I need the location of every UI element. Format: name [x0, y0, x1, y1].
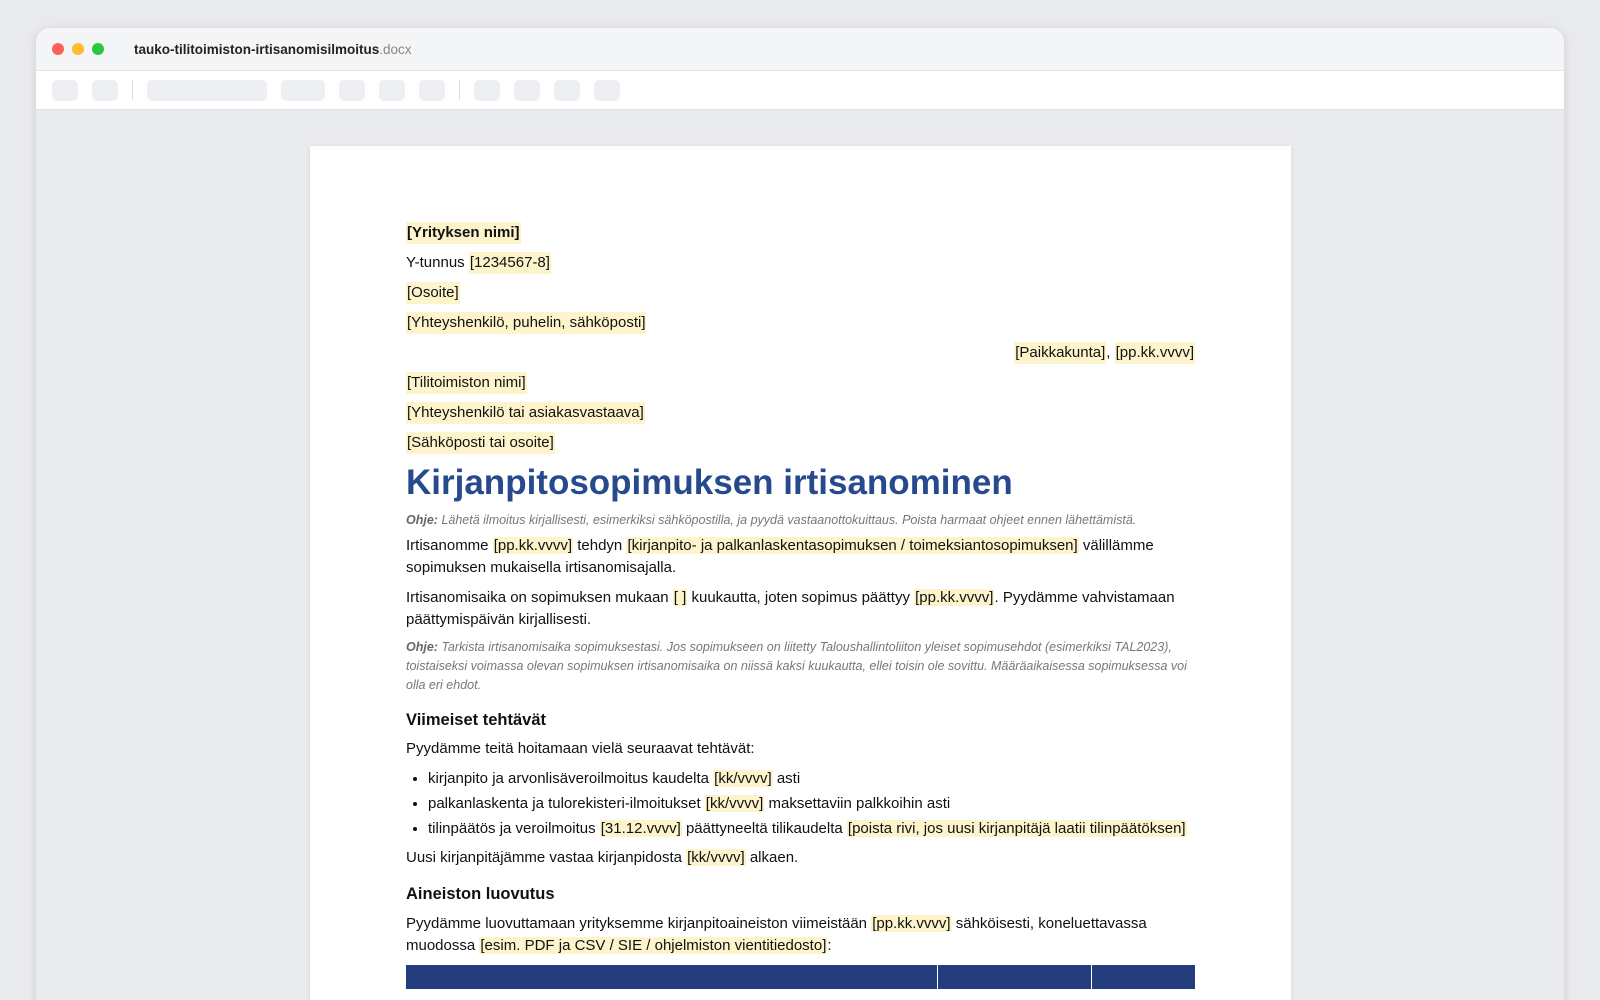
- toolbar-separator: [132, 80, 133, 100]
- toolbar-button-2[interactable]: [92, 80, 118, 101]
- toolbar-button-3[interactable]: [339, 80, 365, 101]
- maximize-window-button[interactable]: [92, 43, 104, 55]
- placeholder-month-year: [kk/vvvv]: [687, 849, 745, 867]
- window-filename: [134, 42, 412, 57]
- minimize-window-button[interactable]: [72, 43, 84, 55]
- placeholder-months: [ ]: [673, 588, 687, 606]
- sender-business-id: [406, 248, 1195, 278]
- toolbar-font-size[interactable]: [281, 80, 325, 101]
- toolbar-button-6[interactable]: [474, 80, 500, 101]
- toolbar-button-7[interactable]: [514, 80, 540, 101]
- toolbar-button-9[interactable]: [594, 80, 620, 101]
- table-header-cell: [938, 965, 1092, 989]
- placeholder-contract-type: [kirjanpito- ja palkanlaskentasopimuksen / toimeksiantosopimuksen]: [627, 537, 1078, 555]
- close-window-button[interactable]: [52, 43, 64, 55]
- placeholder-contract-date: [pp.kk.vvvv]: [493, 537, 573, 555]
- placeholder-month-year: [kk/vvvv]: [714, 770, 772, 788]
- toolbar-button-1[interactable]: [52, 80, 78, 101]
- toolbar-separator: [459, 80, 460, 100]
- placeholder-contact: [Yhteyshenkilö, puhelin, sähköposti]: [406, 312, 646, 334]
- document-window: [36, 28, 1564, 1000]
- document-page[interactable]: [310, 146, 1291, 1000]
- placeholder-company: [Yrityksen nimi]: [406, 222, 521, 244]
- title-bar: [36, 28, 1564, 71]
- placeholder-business-id: [1234567-8]: [469, 252, 551, 274]
- placeholder-year-end: [31.12.vvvv]: [600, 819, 681, 837]
- instruction-note-2: [406, 638, 1195, 694]
- toolbar-style-dropdown[interactable]: [147, 80, 267, 101]
- date-line: [406, 338, 1195, 368]
- paragraph-handover: Pyydämme luovuttamaan yrityksemme kirjanpitoaineiston viimeistään [pp.kk.vvvv] sähköisesti, koneluettavassa muodossa [esim. PDF ja CSV / SIE / ohjelmiston vientitiedosto]:: [406, 915, 1147, 954]
- business-id-label: Y-tunnus: [406, 254, 465, 272]
- table-header-cell: [1092, 965, 1186, 989]
- list-item: • kirjanpito ja arvonlisäveroilmoitus kaudelta [kk/vvvv] asti: [428, 768, 1195, 790]
- placeholder-file-format: [esim. PDF ja CSV / SIE / ohjelmiston vientitiedosto]: [480, 936, 827, 954]
- placeholder-address: [Osoite]: [406, 282, 460, 304]
- placeholder-place: [Paikkakunta]: [1014, 342, 1106, 364]
- paragraph-termination: Irtisanomme [pp.kk.vvvv] tehdyn [kirjanpito- ja palkanlaskentasopimuksen / toimeksiantosopimuksen] välillämme sopimuksen mukaisella irtisanomisajalla.: [406, 537, 1154, 576]
- filename-base: tauko-tilitoimiston-irtisanomisilmoitus: [134, 41, 380, 57]
- final-tasks-list: [428, 768, 1195, 839]
- document-title: Kirjanpitosopimuksen irtisanominen: [406, 463, 1013, 502]
- placeholder-remove-note: [poista rivi, jos uusi kirjanpitäjä laatii tilinpäätöksen]: [847, 819, 1186, 837]
- toolbar-button-4[interactable]: [379, 80, 405, 101]
- final-tasks-outro: Uusi kirjanpitäjämme vastaa kirjanpidosta [kk/vvvv] alkaen.: [406, 849, 799, 867]
- table-header: [406, 965, 1195, 989]
- recipient-contact: [406, 398, 1195, 428]
- note-label: Ohje:: [406, 640, 438, 655]
- section-heading-final-tasks: Viimeiset tehtävät: [406, 710, 547, 729]
- placeholder-recipient-email: [Sähköposti tai osoite]: [406, 432, 555, 454]
- filename-extension: .docx: [379, 41, 412, 57]
- list-item: • palkanlaskenta ja tulorekisteri-ilmoitukset [kk/vvvv] maksettaviin palkkoihin asti: [428, 793, 1195, 815]
- recipient-email: [406, 428, 1195, 458]
- paragraph-notice-period: Irtisanomisaika on sopimuksen mukaan [ ] kuukautta, joten sopimus päättyy [pp.kk.vvvv]. Pyydämme vahvistamaan päättymispäivän kirjallisesti.: [406, 588, 1175, 628]
- sender-contact: [406, 308, 1195, 338]
- sender-address: [406, 278, 1195, 308]
- instruction-note-1: [406, 511, 1195, 530]
- table-header-cell: [406, 965, 938, 989]
- placeholder-date: [pp.kk.vvvv]: [1115, 342, 1195, 364]
- toolbar: [36, 71, 1564, 110]
- date-separator: ,: [1106, 344, 1111, 362]
- list-item: • tilinpäätös ja veroilmoitus [31.12.vvvv] päättyneeltä tilikaudelta [poista rivi, jos uusi kirjanpitäjä laatii tilinpäätöksen]: [428, 818, 1195, 840]
- placeholder-recipient-contact: [Yhteyshenkilö tai asiakasvastaava]: [406, 402, 645, 424]
- note-text: Lähetä ilmoitus kirjallisesti, esimerkiksi sähköpostilla, ja pyydä vastaanottokuittaus. Poista harmaat ohjeet ennen lähettämistä.: [441, 512, 1137, 527]
- final-tasks-intro: Pyydämme teitä hoitamaan vielä seuraavat tehtävät:: [406, 740, 755, 758]
- note-label: Ohje:: [406, 512, 438, 527]
- section-heading-handover: Aineiston luovutus: [406, 885, 555, 904]
- toolbar-button-8[interactable]: [554, 80, 580, 101]
- placeholder-recipient-name: [Tilitoimiston nimi]: [406, 372, 527, 394]
- placeholder-handover-date: [pp.kk.vvvv]: [872, 915, 951, 933]
- sender-company: [406, 218, 1195, 248]
- note-text: Tarkista irtisanomisaika sopimuksestasi. Jos sopimukseen on liitetty Taloushallintoliiton yleiset sopimusehdot (esimerkiksi TAL2023), toistaiseksi voimassa olevan sopimuksen irtisanomisaika on niissä kaksi kuukautta, ellei toisin ole sovittu. Määräaikaisessa sopimuksessa voi olla eri ehdot.: [406, 640, 1187, 692]
- placeholder-month-year: [kk/vvvv]: [705, 794, 764, 812]
- recipient-name: [406, 368, 1195, 398]
- toolbar-button-5[interactable]: [419, 80, 445, 101]
- placeholder-end-date: [pp.kk.vvvv]: [915, 588, 994, 606]
